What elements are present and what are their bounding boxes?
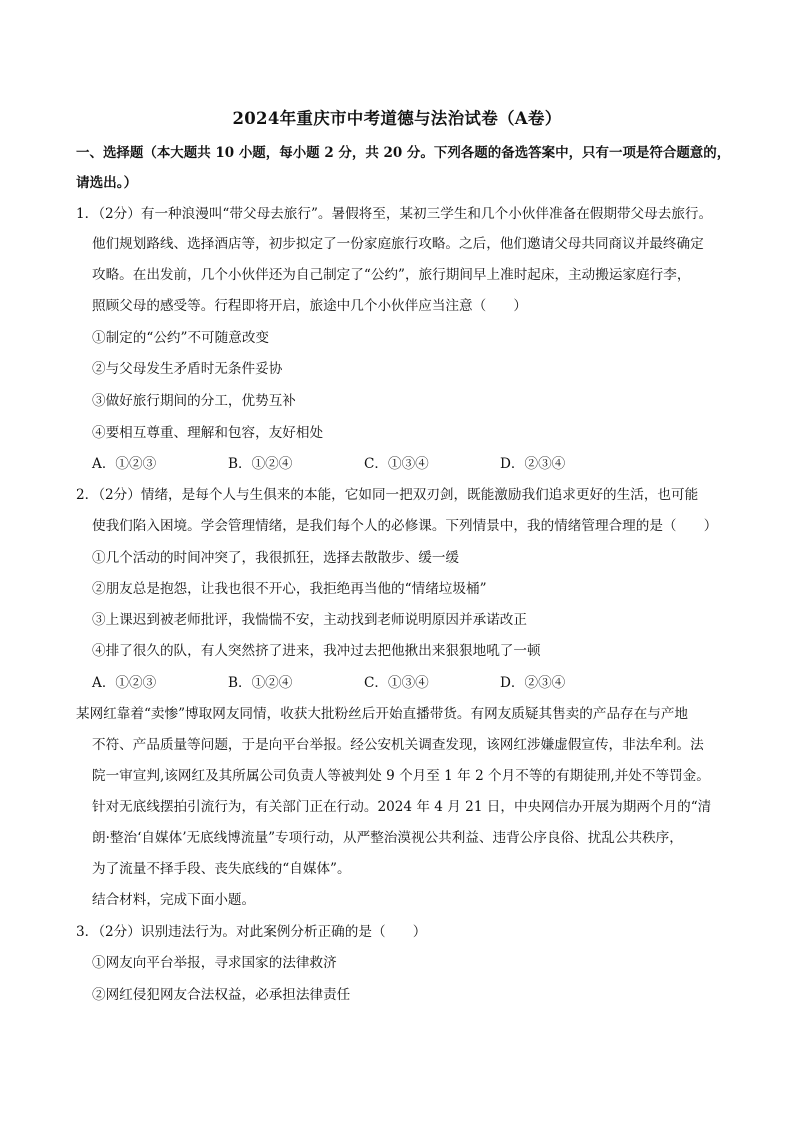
question-1-stem-line-1: 1．（2分）有一种浪漫叫“带父母去旅行”。暑假将至，某初三学生和几个小伙伴准备在假期带父母去旅行。 bbox=[76, 206, 713, 222]
question-2-item-4: ④排了很久的队，有人突然挤了进来，我冲过去把他揪出来狠狠地吼了一顿 bbox=[92, 643, 541, 659]
question-1-choice-b: B．①②④ bbox=[228, 456, 293, 472]
material-line-6: 为了流量不择手段、丧失底线的“自媒体”。 bbox=[92, 861, 351, 877]
question-2-choice-b: B．①②④ bbox=[228, 675, 293, 691]
question-1-item-2: ②与父母发生矛盾时无条件妥协 bbox=[92, 361, 283, 377]
question-2-item-2: ②朋友总是抱怨，让我也很不开心，我拒绝再当他的“情绪垃圾桶” bbox=[92, 581, 487, 597]
question-2-choice-a: A．①②③ bbox=[92, 675, 157, 691]
question-2-choice-c: C．①③④ bbox=[364, 675, 429, 691]
section-header-line-1: 一、选择题（本大题共 10 小题，每小题 2 分，共 20 分。下列各题的备选答案中，只有一项是符合题意的， bbox=[76, 145, 731, 161]
question-2-stem-line-2: 使我们陷入困境。学会管理情绪，是我们每个人的必修课。下列情景中，我的情绪管理合理的是（ ） bbox=[92, 518, 718, 534]
question-3-stem-line-1: 3．（2分）识别违法行为。对此案例分析正确的是（ ） bbox=[76, 924, 427, 940]
material-line-2: 不符、产品质量等问题，于是向平台举报。经公安机关调查发现，该网红涉嫌虚假宣传，非法牟利。法 bbox=[92, 737, 704, 753]
question-1-item-4: ④要相互尊重、理解和包容，友好相处 bbox=[92, 425, 324, 441]
section-header-line-2: 请选出。） bbox=[76, 175, 138, 191]
question-2-item-3: ③上课迟到被老师批评，我惴惴不安，主动找到老师说明原因并承诺改正 bbox=[92, 612, 527, 628]
material-line-5: 朗·整治‘自媒体’无底线博流量”专项行动，从严整治漠视公共利益、违背公序良俗、扰乱公共秩序， bbox=[92, 830, 683, 846]
material-line-4: 针对无底线摆拍引流行为，有关部门正在行动。2024 年 4 月 21 日，中央网信办开展为期两个月的“清 bbox=[92, 799, 712, 815]
question-3-item-2: ②网红侵犯网友合法权益，必承担法律责任 bbox=[92, 987, 351, 1003]
question-1-item-1: ①制定的“公约”不可随意改变 bbox=[92, 330, 270, 346]
question-1-choice-a: A．①②③ bbox=[92, 456, 157, 472]
question-1-stem-line-3: 攻略。在出发前，几个小伙伴还为自己制定了“公约”，旅行期间早上准时起床，主动搬运家庭行李， bbox=[92, 267, 691, 283]
material-line-3: 院一审宣判,该网红及其所属公司负责人等被判处 9 个月至 1 年 2 个月不等的有期徒刑,并处不等罚金。 bbox=[92, 768, 710, 784]
question-2-item-1: ①几个活动的时间冲突了，我很抓狂，选择去散散步、缓一缓 bbox=[92, 550, 460, 566]
page-title: 2024年重庆市中考道德与法治试卷（A卷） bbox=[232, 109, 562, 128]
question-1-stem-line-4: 照顾父母的感受等。行程即将开启，旅途中几个小伙伴应当注意（ ） bbox=[92, 298, 527, 314]
material-line-1: 某网红靠着“卖惨”博取网友同情，收获大批粉丝后开始直播带货。有网友质疑其售卖的产品存在与产地 bbox=[76, 706, 689, 722]
question-1-item-3: ③做好旅行期间的分工，优势互补 bbox=[92, 393, 296, 409]
question-2-stem-line-1: 2．（2分）情绪，是每个人与生俱来的本能，它如同一把双刃剑，既能激励我们追求更好的生活，也可能 bbox=[76, 487, 699, 503]
material-instruction: 结合材料，完成下面小题。 bbox=[92, 892, 256, 908]
question-1-choice-c: C．①③④ bbox=[364, 456, 429, 472]
question-1-stem-line-2: 他们规划路线、选择酒店等，初步拟定了一份家庭旅行攻略。之后，他们邀请父母共同商议并最终确定 bbox=[92, 236, 704, 252]
question-1-choice-d: D．②③④ bbox=[500, 456, 566, 472]
question-3-item-1: ①网友向平台举报，寻求国家的法律救济 bbox=[92, 955, 337, 971]
question-2-choice-d: D．②③④ bbox=[500, 675, 566, 691]
